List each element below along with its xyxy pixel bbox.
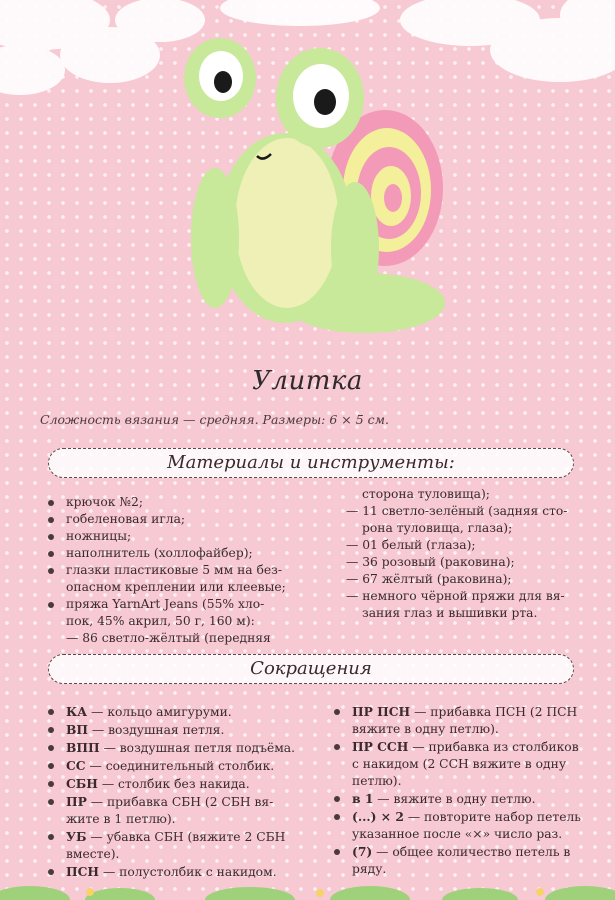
abbr-definition: — прибавка ПСН (2 ПСН [410,705,578,719]
bushes-decoration [0,870,615,900]
abbr-definition: — воздушная петля. [88,723,225,737]
abbr-term: ПР ССН [352,739,409,754]
abbr-term: СБН [66,776,98,791]
list-item: опасном креплении или клеевые; [66,580,286,594]
abbr-definition: с накидом (2 ССН вяжите в одну [352,757,567,771]
list-item [326,843,606,861]
materials-heading: Материалы и инструменты: [48,448,574,478]
abbr-definition: указанное после «×» число раз. [352,827,563,841]
abbr-definition: — повторите набор петель [403,810,581,824]
list-item: — 86 светло-жёлтый (передняя [66,631,271,645]
list-item: — немного чёрной пряжи для вя- [346,589,565,603]
list-item [326,790,606,808]
list-item [40,846,330,863]
list-item: глазки пластиковые 5 мм на без- [40,562,330,579]
list-item [326,738,606,756]
list-item: — 67 жёлтый (раковина); [346,572,512,586]
abbr-definition: жите в 1 петлю). [66,812,176,826]
list-item [326,703,606,721]
abbr-term: ПР [66,794,87,809]
list-item [40,775,330,793]
abbr-term: УБ [66,829,87,844]
abbr-definition: — вяжите в одну петлю. [373,792,536,806]
abbr-definition: — соединительный столбик. [85,759,275,773]
list-item [40,811,330,828]
list-item: гобеленовая игла; [40,511,330,528]
list-item [40,793,330,811]
abbr-definition: — полустолбик с накидом. [99,865,277,879]
abbr-term: в 1 [352,791,374,806]
page-title: Улитка [252,366,363,396]
abbr-term: (...) × 2 [352,809,404,824]
list-item [326,773,606,790]
abbreviations-list-left [40,703,330,881]
list-item [40,757,330,775]
list-item: — 01 белый (глаза); [346,538,476,552]
difficulty-size-line: Сложность вязания — средняя. Размеры: 6 × 5 см. [40,412,389,427]
abbr-definition: — прибавка СБН (2 СБН вя- [86,795,274,809]
list-item [326,721,606,738]
abbr-term: КА [66,704,88,719]
abbr-definition: петлю). [352,774,402,788]
abbr-definition: — убавка СБН (вяжите 2 СБН [86,830,286,844]
materials-list-right [346,486,601,622]
list-item: наполнитель (холлофайбер); [40,545,330,562]
materials-list-left [40,494,330,647]
abbr-definition: ряду. [352,862,387,876]
list-item: — 11 светло-зелёный (задняя сто- [346,504,568,518]
snail-photo [175,18,465,348]
list-item: крючок №2; [40,494,330,511]
abbr-definition: — прибавка из столбиков [408,740,579,754]
abbr-definition: — воздушная петля подъёма. [99,741,296,755]
abbr-term: ВПП [66,740,100,755]
list-item [40,721,330,739]
list-item: пряжа YarnArt Jeans (55% хло- [40,596,330,613]
abbr-definition: — общее количество петель в [372,845,571,859]
list-item: зания глаз и вышивки рта. [362,606,538,620]
abbr-term: ПСН [66,864,100,879]
abbr-definition: вяжите в одну петлю). [352,722,499,736]
abbreviations-list-right [326,703,606,878]
abbr-term: (7) [352,844,373,859]
list-item: — 36 розовый (раковина); [346,555,515,569]
list-item: ножницы; [40,528,330,545]
list-item [326,826,606,843]
abbreviations-heading: Сокращения [48,654,574,684]
abbr-definition: вместе). [66,847,120,861]
abbr-definition: — кольцо амигуруми. [87,705,232,719]
list-item: сторона туловища); [362,487,490,501]
abbr-definition: — столбик без накида. [97,777,250,791]
abbr-term: СС [66,758,86,773]
list-item [40,703,330,721]
list-item [326,756,606,773]
list-item [326,808,606,826]
list-item: рона туловища, глаза); [362,521,513,535]
list-item [40,739,330,757]
list-item [40,828,330,846]
abbr-term: ВП [66,722,89,737]
abbr-term: ПР ПСН [352,704,411,719]
list-item: пок, 45% акрил, 50 г, 160 м): [66,614,255,628]
